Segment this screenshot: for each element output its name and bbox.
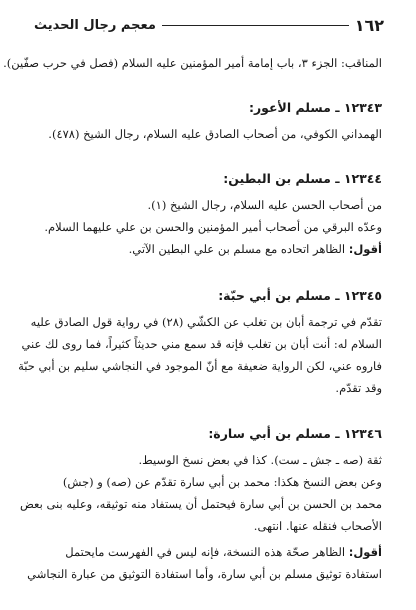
text-line: تقدّم في ترجمة أبان بن تغلب عن الكشّي (٢٨) في رواية قول الصادق عليه [30, 315, 382, 329]
entry-heading: ١٢٣٤٣ ـ مسلم الأعور: [248, 100, 382, 115]
running-title: معجم رجال الحديث [34, 17, 156, 33]
text-line: الهمداني الكوفي، من أصحاب الصادق عليه السلام، رجال الشيخ (٤٧٨). [48, 127, 382, 141]
entry-heading: ١٢٣٤٥ ـ مسلم بن أبي حبّة: [218, 288, 382, 303]
text-line: وعن بعض النسخ هكذا: محمد بن أبي سارة تقدّم عن (صه) و (جش) [62, 475, 382, 489]
text-line: استفادة توثيق مسلم بن أبي سارة، وأما استفادة التوثيق من عبارة النجاشي [27, 567, 382, 581]
text-line: وقد تقدّم. [335, 381, 382, 395]
note-keyword: أقول: [348, 242, 382, 256]
entry-heading: ١٢٣٤٦ ـ مسلم بن أبي سارة: [208, 426, 382, 441]
page-number: ١٦٢ [354, 15, 384, 35]
entry-heading: ١٢٣٤٤ ـ مسلم بن البطين: [223, 171, 382, 186]
note-keyword: أقول: [348, 545, 382, 559]
text-line: وعدّه البرقي من أصحاب أمير المؤمنين والحسن بن علي عليهما السلام. [44, 220, 382, 234]
text-line: ثقة (صه ـ جش ـ ست). كذا في بعض نسخ الوسيط. [138, 453, 382, 467]
text-line: المناقب: الجزء ٣، باب إمامة أمير المؤمنين عليه السلام (فصل في حرب صفّين). [3, 56, 382, 70]
text-line: السلام له: أنت أبان بن تغلب فإنه قد سمع مني حديثاً كثيراً، فما روى لك عني [21, 337, 382, 351]
note-text: الظاهر اتحاده مع مسلم بن علي البطين الآتي. [128, 242, 349, 256]
text-line [36, 238, 382, 260]
text-line: من أصحاب الحسن عليه السلام، رجال الشيخ (١). [147, 198, 382, 212]
text-line: محمد بن الحسن بن أبي سارة فيحتمل أن يستفاد منه توثيقه، وعليه بنى بعض [19, 497, 382, 511]
running-header [34, 14, 384, 36]
text-line: الأصحاب فنقله عنها. انتهى. [253, 519, 382, 533]
text-line [36, 541, 382, 563]
text-line: فاروه عني، لكن الرواية ضعيفة مع أنّ الموجود في النجاشي سليم بن أبي حبّة [18, 359, 382, 373]
header-rule [162, 25, 349, 26]
note-text: الظاهر صحّة هذه النسخة، فإنه ليس في الفهرست مايحتمل [65, 545, 349, 559]
